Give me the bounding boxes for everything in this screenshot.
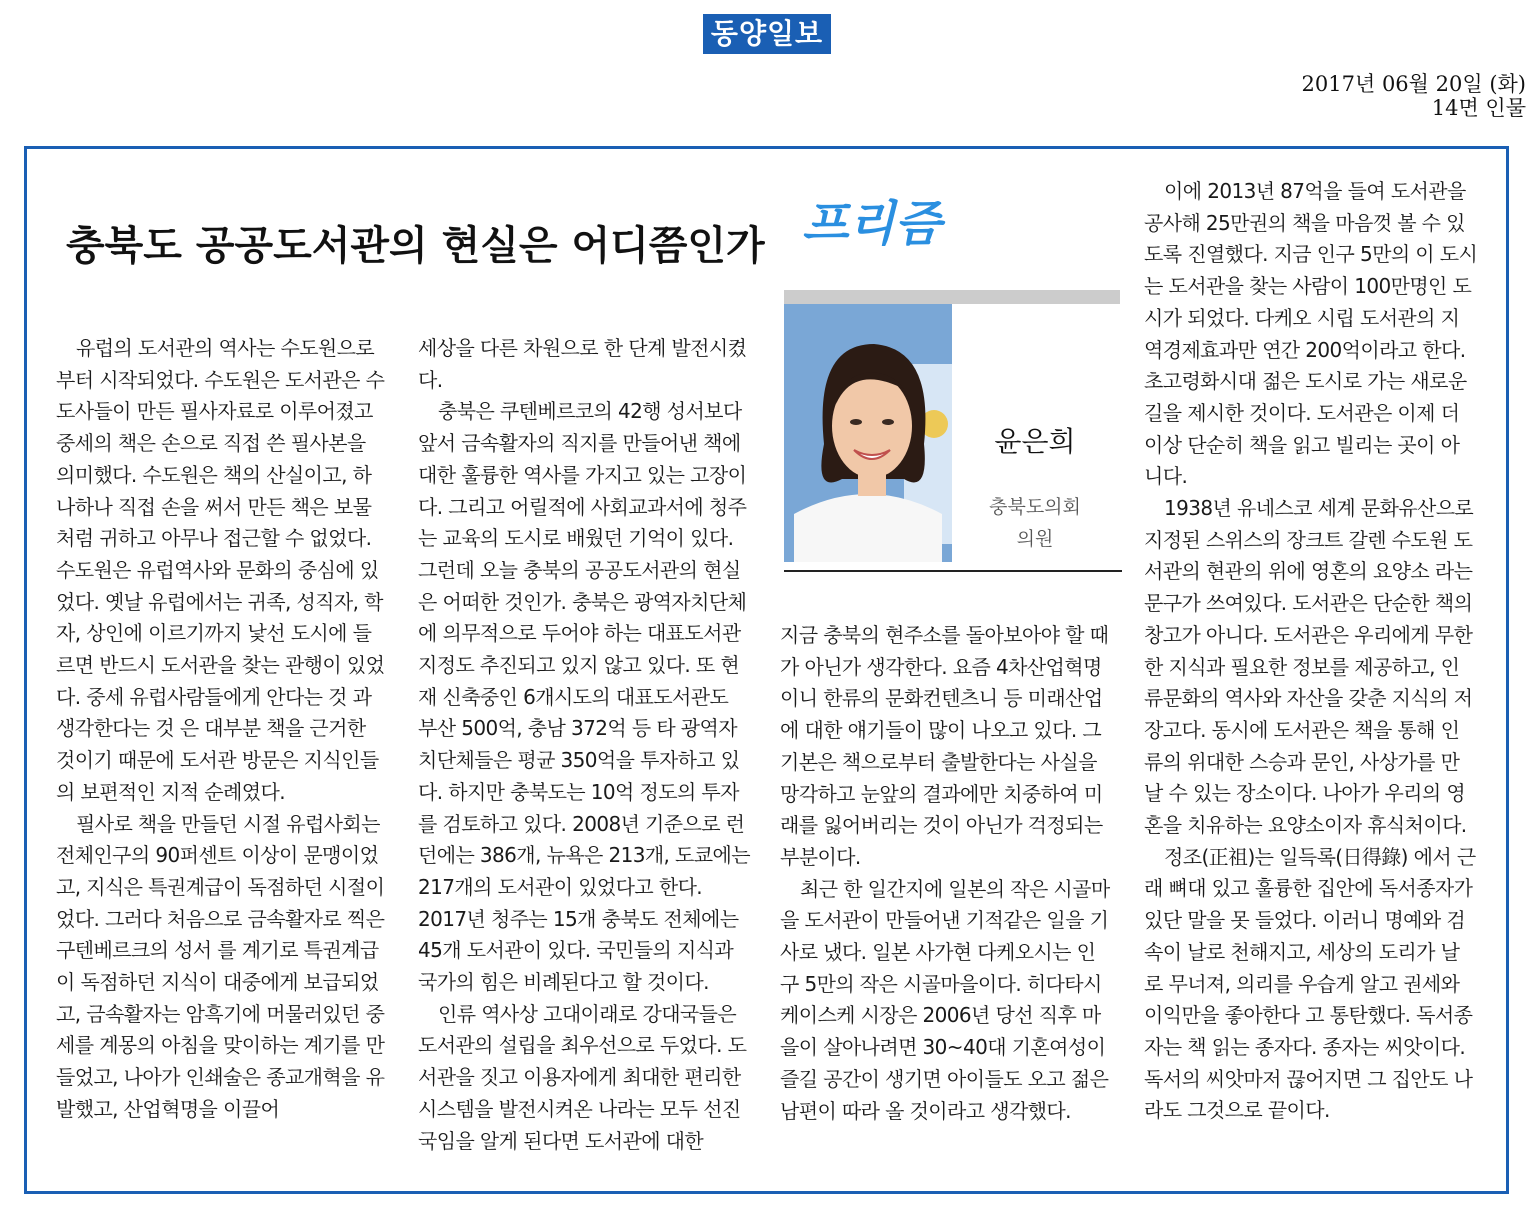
article-column-4 — [1144, 176, 1478, 1127]
paragraph: 지금 충북의 현주소를 돌아보아야 할 때가 아닌가 생각한다. 요즘 4차산업혁명이니 한류의 문화컨텐츠니 등 미래산업에 대한 얘기들이 많이 나오고 있다. 그 기본은 책으로부터 출발한다는 사실을 망각하고 눈앞의 결과에만 치중하여 미래를 잃어버리는 것이 아닌가 걱정되는 부분이다. — [780, 623, 1109, 869]
paragraph: 인류 역사상 고대이래로 강대국들은 도서관의 설립을 최우선으로 두었다. 도서관을 짓고 이용자에게 최대한 편리한 시스템을 발전시켜온 나라는 모두 선진국임을 알게 된다면 도서관에 대한 — [418, 1001, 747, 1153]
paragraph: 최근 한 일간지에 일본의 작은 시골마을 도서관이 만들어낸 기적같은 일을 기사로 냈다. 일본 사가현 다케오시는 인구 5만의 작은 시골마을이다. 히다타시 케이스케 시장은 2006년 당선 직후 마을이 살아나려면 30~40대 기혼여성이 즐길 공간이 생기면 아이들도 오고 젊은 남편이 따라 올 것이라고 생각했다. — [780, 876, 1110, 1123]
author-portrait-illustration — [784, 304, 952, 562]
paragraph: 정조(正祖)는 일득록(日得錄) 에서 근래 뼈대 있고 훌륭한 집안에 독서종자가 있단 말을 못 들었다. 이러니 명예와 검속이 날로 천해지고, 세상의 도리가 날로 무너져, 의리를 우습게 알고 권세와 이익만을 좋아한다 고 통탄했다. 독서종자는 책 읽는 종자다. 종자는 씨앗이다. 독서의 씨앗마저 끊어지면 그 집안도 나라도 그것으로 끝이다. — [1144, 844, 1476, 1123]
column-logo-text: 프리즘 — [802, 196, 942, 250]
article-column-1 — [56, 333, 388, 1126]
author-title: 의원 — [1016, 528, 1054, 550]
paragraph: 충북은 쿠텐베르코의 42행 성서보다 앞서 금속활자의 직지를 만들어낸 책에 대한 훌륭한 역사를 가지고 있는 고장이다. 그리고 어릴적에 사회교과서에 청주는 교육의 도시로 배웠던 기억이 있다. 그런데 오늘 충북의 공공도서관의 현실은 어떠한 것인가. 충북은 광역자치단체에 의무적으로 두어야 하는 대표도서관 지정도 추진되고 있지 않고 있다. 또 현재 신축중인 6개시도의 대표도서관도 부산 500억, 충남 372억 등 타 광역자치단체들은 평균 350억을 투자하고 있다. 하지만 충북도는 10억 정도의 투자를 검토하고 있다. 2008년 기준으로 런던에는 386개, 뉴욕은 213개, 도쿄에는 217개의 도서관이 있었다고 한다. 2017년 청주는 15개 충북도 전체에는 45개 도서관이 있다. 국민들의 지식과 국가의 힘은 비례된다고 할 것이다. — [418, 399, 750, 995]
column-logo — [800, 192, 950, 250]
photo-top-bar — [784, 290, 1120, 304]
author-organization: 충북도의회 — [989, 496, 1081, 518]
author-name: 윤은희 — [994, 425, 1076, 458]
photo-bottom-rule — [784, 570, 1122, 572]
author-photo — [784, 304, 952, 562]
publication-date: 2017년 06월 20일 (화) — [1301, 72, 1526, 96]
paragraph: 필사로 책을 만들던 시절 유럽사회는 전체인구의 90퍼센트 이상이 문맹이었고, 지식은 특권계급이 독점하던 시절이었다. 그러다 처음으로 금속활자로 찍은 구텐베르크의 성서 를 계기로 특권계급이 독점하던 지식이 대중에게 보급되었고, 금속활자는 암흑기에 머물러있던 중세를 계몽의 아침을 맞이하는 계기를 만들었고, 나아가 인쇄술은 종교개혁을 유발했고, 산업혁명을 이끌어 — [56, 811, 385, 1121]
dateline — [1302, 72, 1526, 120]
page-section: 14면 인물 — [1431, 96, 1526, 120]
paragraph: 세상을 다른 차원으로 한 단계 발전시켰다. — [418, 336, 747, 392]
article-column-2 — [418, 333, 750, 1157]
paragraph: 유럽의 도서관의 역사는 수도원으로부터 시작되었다. 수도원은 도서관은 수도사들이 만든 필사자료로 이루어졌고 중세의 책은 손으로 직접 쓴 필사본을 의미했다. 수도원은 책의 산실이고, 하나하나 직접 손을 써서 만든 책은 보물처럼 귀하고 아무나 접근할 수 없었다. 수도원은 유럽역사와 문화의 중심에 있었다. 옛날 유럽에서는 귀족, 성직자, 학자, 상인에 이르기까지 낯선 도시에 들르면 반드시 도서관을 찾는 관행이 있었다. 중세 유럽사람들에게 안다는 것 과 생각한다는 것 은 대부분 책을 근거한 것이기 때문에 도서관 방문은 지식인들의 보편적인 지적 순례였다. — [56, 336, 385, 804]
article-headline: 충북도 공공도서관의 현실은 어디쯤인가 — [66, 222, 765, 269]
newspaper-masthead: 동양일보 — [703, 14, 831, 54]
paragraph: 1938년 유네스코 세계 문화유산으로 지정된 스위스의 장크트 갈렌 수도원 도서관의 현관의 위에 영혼의 요양소 라는 문구가 쓰여있다. 도서관은 단순한 책의 창고가 아니다. 도서관은 우리에게 무한한 지식과 필요한 정보를 제공하고, 인류문화의 역사와 자산을 갖춘 지식의 저장고다. 동시에 도서관은 책을 통해 인류의 위대한 스승과 문인, 사상가를 만날 수 있는 장소이다. 나아가 우리의 영혼을 치유하는 요양소이자 휴식처이다. — [1144, 496, 1474, 838]
paragraph: 이에 2013년 87억을 들여 도서관을 공사해 25만권의 책을 마음껏 볼 수 있도록 진열했다. 지금 인구 5만의 이 도시는 도서관을 찾는 사람이 100만명인 도시가 되었다. 다케오 시립 도서관의 지역경제효과만 연간 200억이라고 한다. 초고령화시대 젊은 도시로 가는 새로운 길을 제시한 것이다. 도서관은 이제 더 이상 단순히 책을 읽고 빌리는 곳이 아니다. — [1144, 179, 1478, 489]
article-column-3 — [780, 620, 1114, 1127]
